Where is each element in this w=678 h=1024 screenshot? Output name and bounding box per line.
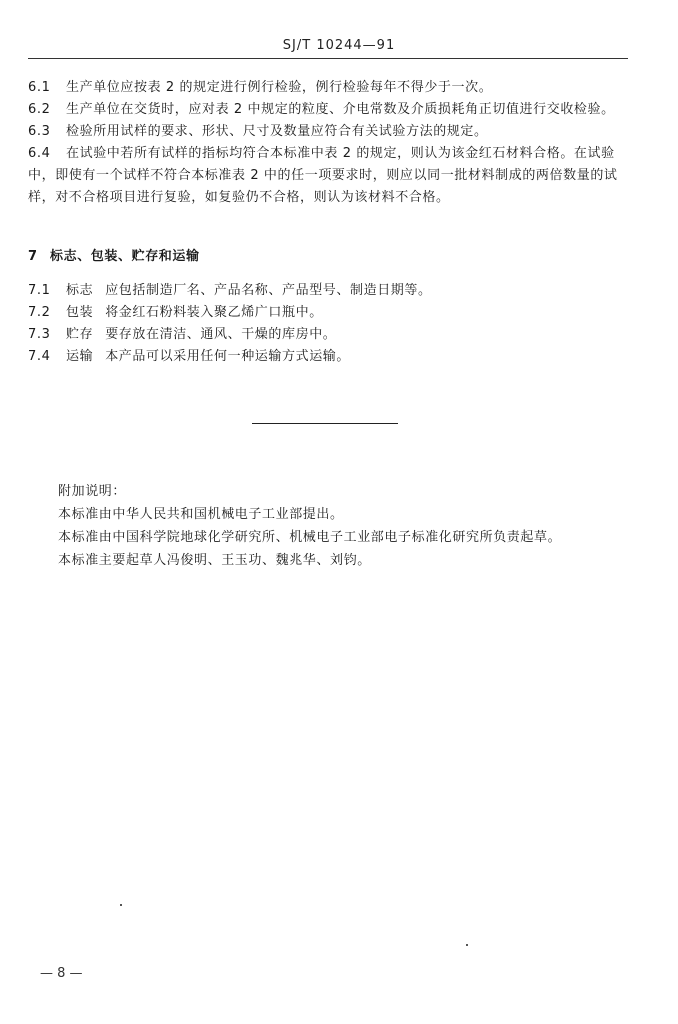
clause-text: 将金红石粉料装入聚乙烯广口瓶中。 [105,305,323,320]
scan-speck [120,904,122,906]
end-of-text-rule [252,423,398,424]
section-number: 7 [28,249,38,264]
clause-7-3 [28,324,628,346]
clause-6-4 [28,143,628,209]
note-line: 本标准由中国科学院地球化学研究所、机械电子工业部电子标准化研究所负责起草。 [58,530,562,545]
clause-text: 本产品可以采用任何一种运输方式运输。 [105,349,351,364]
additional-notes [58,480,638,572]
notes-heading: 附加说明： [58,484,127,499]
section-title-text: 标志、包装、贮存和运输 [50,249,200,264]
clause-text: 生产单位应按表 2 的规定进行例行检验，例行检验每年不得少于一次。 [66,80,493,95]
header-divider [28,58,628,59]
clause-term: 标志 [66,283,94,298]
section-6-inspection [28,77,628,209]
scan-speck [466,944,468,946]
clause-number: 7.4 [28,349,51,364]
page-number: — 8 — [40,966,83,981]
clause-text: 在试验中若所有试样的指标均符合本标准中表 2 的规定，则认为该金红石材料合格。在试验中，即使有一个试样不符合本标准表 2 中的任一项要求时，则应以同一批材料制成的两倍数量的试样，对不合格项目进行复验，如复验仍不合格，则认为该材料不合格。 [28,146,618,205]
clause-text: 生产单位在交货时，应对表 2 中规定的粒度、介电常数及介质损耗角正切值进行交收检验。 [66,102,615,117]
clause-6-1 [28,77,628,99]
clause-number: 7.1 [28,283,51,298]
clause-term: 包装 [66,305,94,320]
clause-6-3 [28,121,628,143]
note-line: 本标准主要起草人冯俊明、王玉功、魏兆华、刘钧。 [58,553,371,568]
clause-number: 6.2 [28,102,51,117]
clause-7-1 [28,280,628,302]
clause-number: 6.4 [28,146,51,161]
clause-term: 贮存 [66,327,94,342]
clause-number: 6.3 [28,124,51,139]
clause-text: 要存放在清洁、通风、干燥的库房中。 [105,327,337,342]
clause-7-4 [28,346,628,368]
clause-number: 6.1 [28,80,51,95]
clause-7-2 [28,302,628,324]
section-7-heading [28,245,200,264]
clause-text: 应包括制造厂名、产品名称、产品型号、制造日期等。 [105,283,432,298]
clause-text: 检验所用试样的要求、形状、尺寸及数量应符合有关试验方法的规定。 [66,124,488,139]
section-7-marking-packaging [28,280,628,368]
clause-number: 7.2 [28,305,51,320]
standard-code: SJ/T 10244—91 [282,38,396,53]
clause-6-2 [28,99,628,121]
clause-number: 7.3 [28,327,51,342]
clause-term: 运输 [66,349,94,364]
note-line: 本标准由中华人民共和国机械电子工业部提出。 [58,507,344,522]
